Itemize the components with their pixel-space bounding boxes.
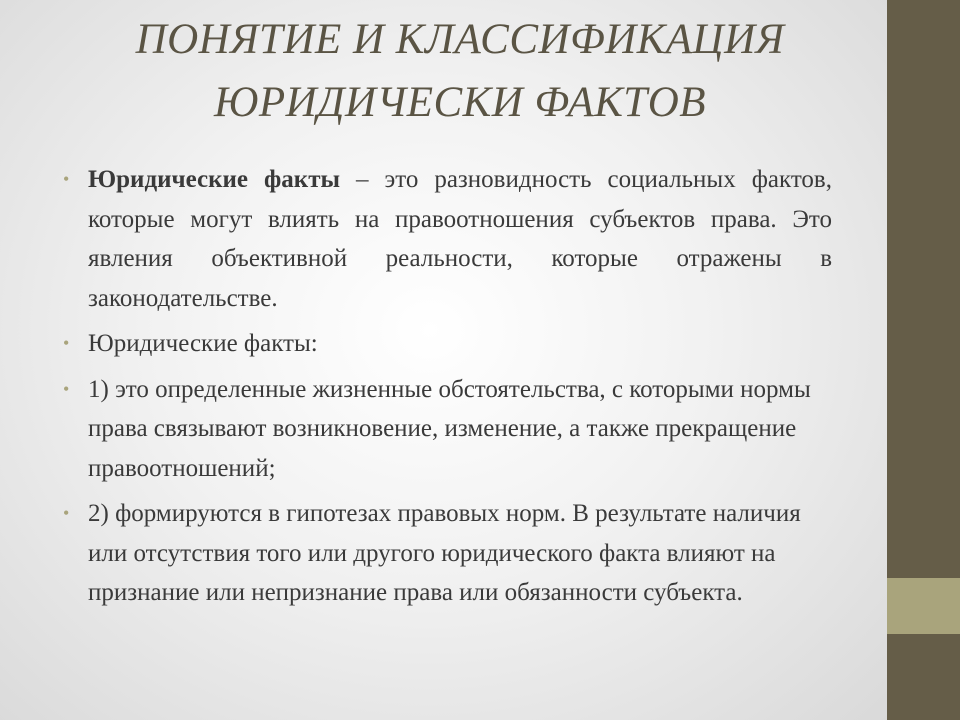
bullet-text: – это разновидность социальных фактов, которые могут влиять на правоотношения субъектов права. Это явления объективной реальности, которые отражены в законодательстве. — [88, 166, 832, 312]
bullet-list — [60, 160, 832, 619]
title-line-2: ЮРИДИЧЕСКИ ФАКТОВ — [213, 79, 707, 126]
slide-title — [40, 8, 880, 134]
bullet-dot: • — [63, 503, 70, 523]
bullet-item-heading — [60, 324, 832, 364]
bullet-text: 1) это определенные жизненные обстоятельства, с которыми нормы права связывают возникновение, изменение, а также прекращение правоотношений; — [88, 375, 811, 482]
bullet-item-point-2 — [60, 494, 832, 613]
bullet-item-point-1 — [60, 370, 832, 489]
bullet-dot: • — [63, 333, 70, 353]
bullet-item-definition — [60, 160, 832, 318]
title-line-1: ПОНЯТИЕ И КЛАССИФИКАЦИЯ — [135, 16, 785, 63]
bullet-text: 2) формируются в гипотезах правовых норм. В результате наличия или отсутствия того или другого юридического факта влияют на признание или непризнание права или обязанности субъекта. — [88, 500, 801, 606]
bullet-dot: • — [63, 378, 70, 399]
bullet-dot: • — [63, 169, 70, 189]
bullet-text: Юридические факты: — [88, 330, 318, 357]
bullet-term: Юридические факты — [88, 166, 341, 193]
side-decor-accent — [887, 578, 960, 634]
